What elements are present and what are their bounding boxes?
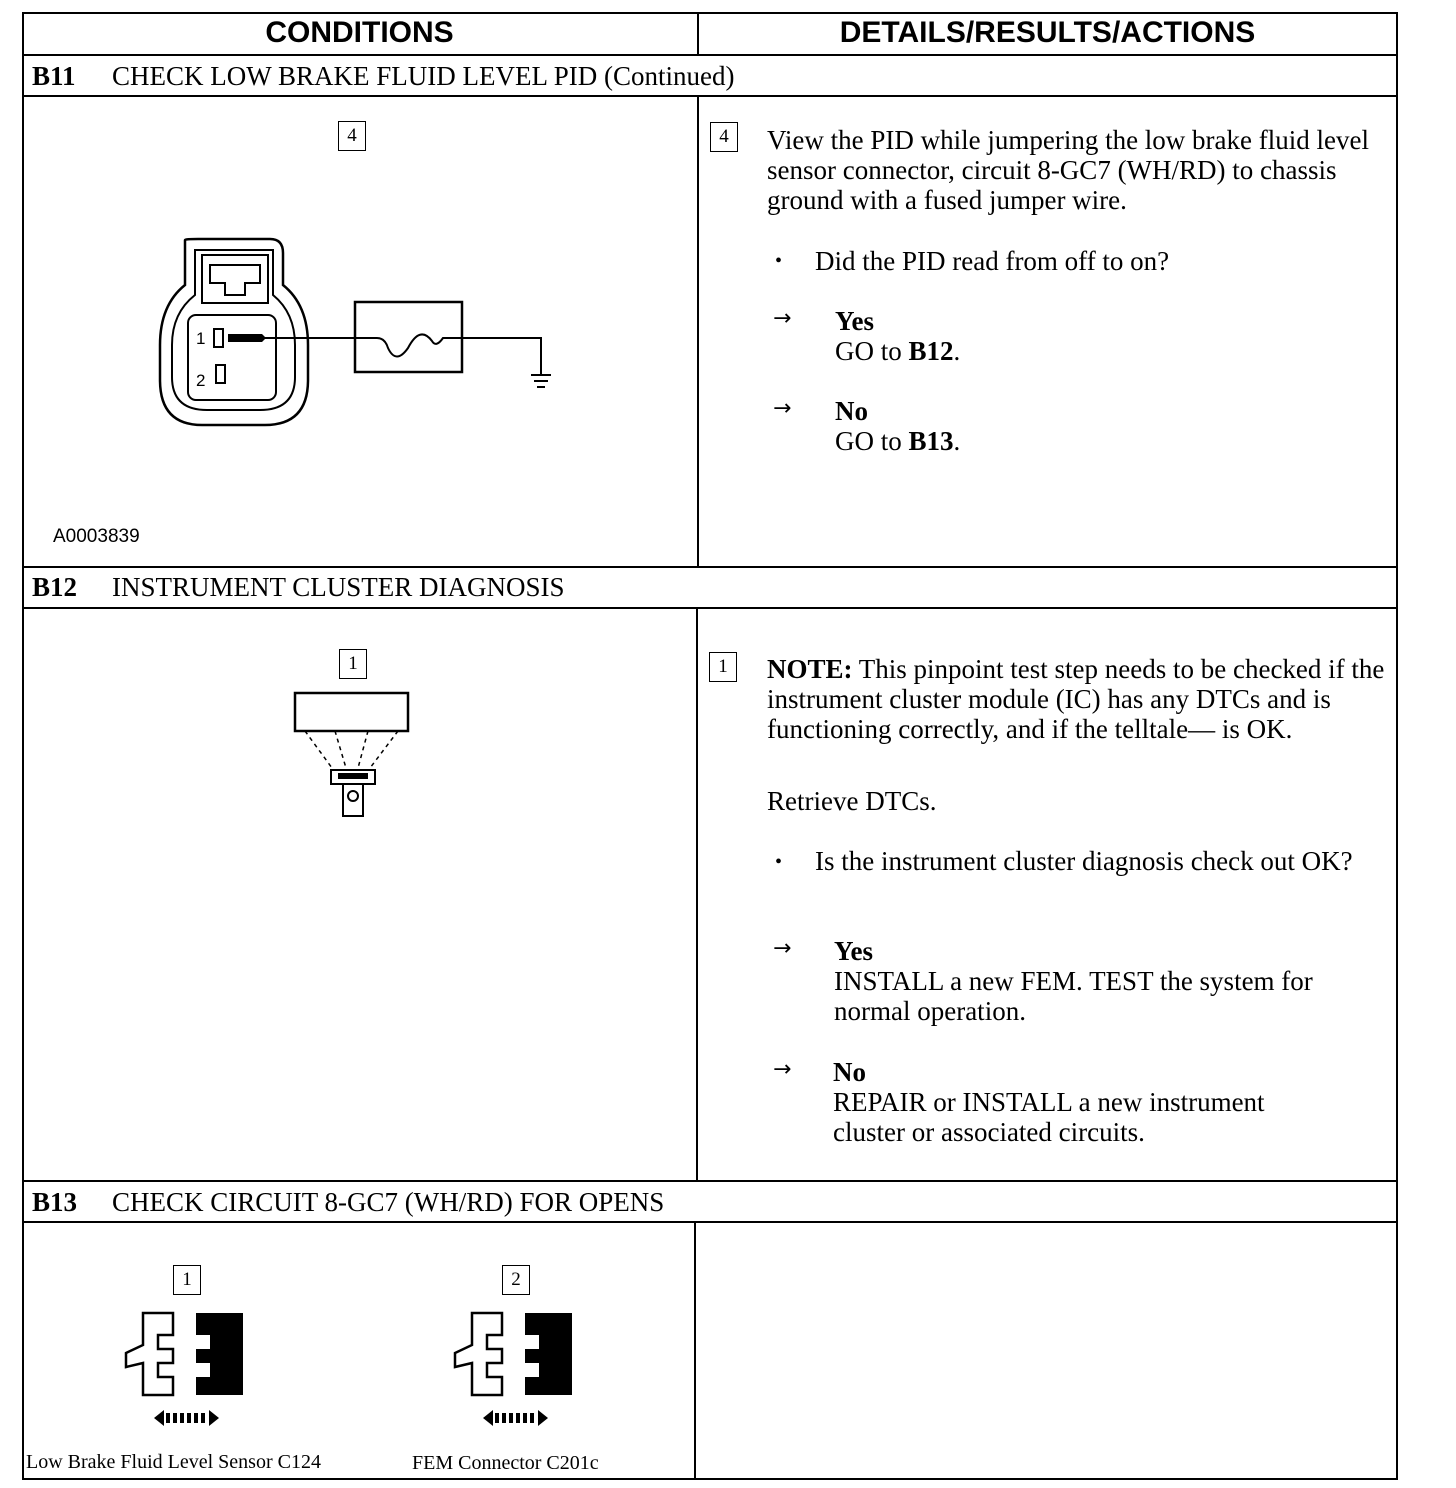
connector-outer-shell	[160, 239, 308, 425]
b12-step-id: B12	[32, 572, 78, 602]
connector2-half-mated	[525, 1313, 572, 1395]
b11-no-action: GO to B13.	[835, 426, 961, 456]
b12-section-header	[32, 572, 565, 603]
b11-no-arrow: →	[773, 396, 792, 421]
b13-top-rule	[22, 1180, 1398, 1182]
b11-yes-prefix: GO to	[835, 336, 902, 366]
b11-no-label: No	[835, 396, 868, 426]
b11-step-id: B11	[32, 61, 76, 91]
ground-icon	[531, 375, 551, 387]
table-border-top	[22, 12, 1398, 14]
scan-tool-icon	[331, 770, 375, 816]
b12-no-arrow: →	[773, 1057, 792, 1082]
table-border-left	[22, 12, 24, 1480]
b12-yes-action: INSTALL a new FEM. TEST the system for normal operation.	[834, 966, 1313, 1026]
b12-top-rule	[22, 566, 1398, 568]
b11-yes-target: B12	[908, 336, 954, 366]
b11-title-rule	[22, 95, 1398, 97]
b12-bullet: •	[775, 851, 783, 873]
b13-title-rule	[22, 1221, 1398, 1223]
column-divider-b12	[696, 607, 698, 1181]
b12-note-text: This pinpoint test step needs to be checked if the instrument cluster module (IC) has any DTCs and is functioning correctly, and if the telltale— is OK.	[767, 654, 1385, 744]
b11-section-header	[32, 61, 734, 92]
b12-cluster-diagram	[280, 688, 420, 823]
b13-connector2-diagram	[447, 1305, 582, 1435]
column-divider-b13	[694, 1221, 696, 1479]
fuse-symbol	[355, 334, 462, 356]
b12-title: INSTRUMENT CLUSTER DIAGNOSIS	[112, 572, 565, 602]
b13-figure2-step-box: 2	[502, 1265, 530, 1295]
connector1-half-open	[126, 1313, 173, 1395]
b13-step-id: B13	[32, 1187, 78, 1217]
connector1-half-mated	[196, 1313, 243, 1395]
b12-yes-label: Yes	[834, 936, 873, 966]
connector2-half-open	[455, 1313, 502, 1395]
b11-yes-arrow: →	[773, 306, 792, 331]
b11-no-target: B13	[908, 426, 954, 456]
b11-yes-label: Yes	[835, 306, 874, 336]
b12-title-rule	[22, 607, 1398, 609]
header-rule	[22, 54, 1398, 56]
b11-no-prefix: GO to	[835, 426, 902, 456]
b12-yes-arrow: →	[773, 936, 792, 961]
pin2-terminal	[216, 365, 225, 383]
jumper-wire-right	[462, 338, 541, 375]
b11-title: CHECK LOW BRAKE FLUID LEVEL PID (Continued)	[112, 61, 735, 91]
b12-no-action: REPAIR or INSTALL a new instrument cluster or associated circuits.	[833, 1087, 1265, 1147]
b13-connector1-diagram	[118, 1305, 253, 1435]
pin1-label: 1	[196, 329, 206, 348]
b13-section-header	[32, 1187, 664, 1218]
pin2-label: 2	[196, 371, 206, 390]
column-divider-b11	[697, 95, 699, 567]
b13-figure2-caption: FEM Connector C201c	[412, 1452, 599, 1474]
b13-title: CHECK CIRCUIT 8-GC7 (WH/RD) FOR OPENS	[112, 1187, 665, 1217]
b11-yes-action: GO to B12.	[835, 336, 961, 366]
b12-note	[767, 654, 1392, 744]
pin1-terminal	[214, 329, 223, 347]
connector-latch-tab	[210, 265, 260, 295]
b11-step-box: 4	[710, 122, 738, 152]
b11-figure-reference: A0003839	[53, 526, 140, 547]
instrument-cluster	[295, 693, 408, 731]
b11-connector-jumper-diagram	[140, 225, 580, 445]
b12-note-label: NOTE:	[767, 654, 853, 684]
disconnect-arrow-icon	[154, 1410, 219, 1426]
table-border-right	[1396, 12, 1398, 1480]
b12-step-box: 1	[709, 652, 737, 682]
b13-figure1-caption: Low Brake Fluid Level Sensor C124	[26, 1451, 321, 1473]
details-column-header: DETAILS/RESULTS/ACTIONS	[839, 16, 1256, 49]
disconnect-arrow-icon	[483, 1410, 548, 1426]
table-border-bottom	[22, 1478, 1398, 1480]
b11-figure-step-box: 4	[338, 121, 366, 151]
conditions-column-header: CONDITIONS	[265, 16, 454, 49]
b12-instruction: Retrieve DTCs.	[767, 786, 937, 816]
b13-figure1-step-box: 1	[173, 1265, 201, 1295]
b12-question: Is the instrument cluster diagnosis check out OK?	[815, 846, 1353, 876]
b12-no-label: No	[833, 1057, 866, 1087]
b11-instruction: View the PID while jumpering the low brake fluid level sensor connector, circuit 8-GC7 (WH/RD) to chassis ground with a fused jumper wire.	[767, 125, 1369, 215]
b11-question: Did the PID read from off to on?	[815, 246, 1170, 276]
b11-bullet: •	[775, 250, 783, 272]
b12-figure-step-box: 1	[339, 649, 367, 679]
